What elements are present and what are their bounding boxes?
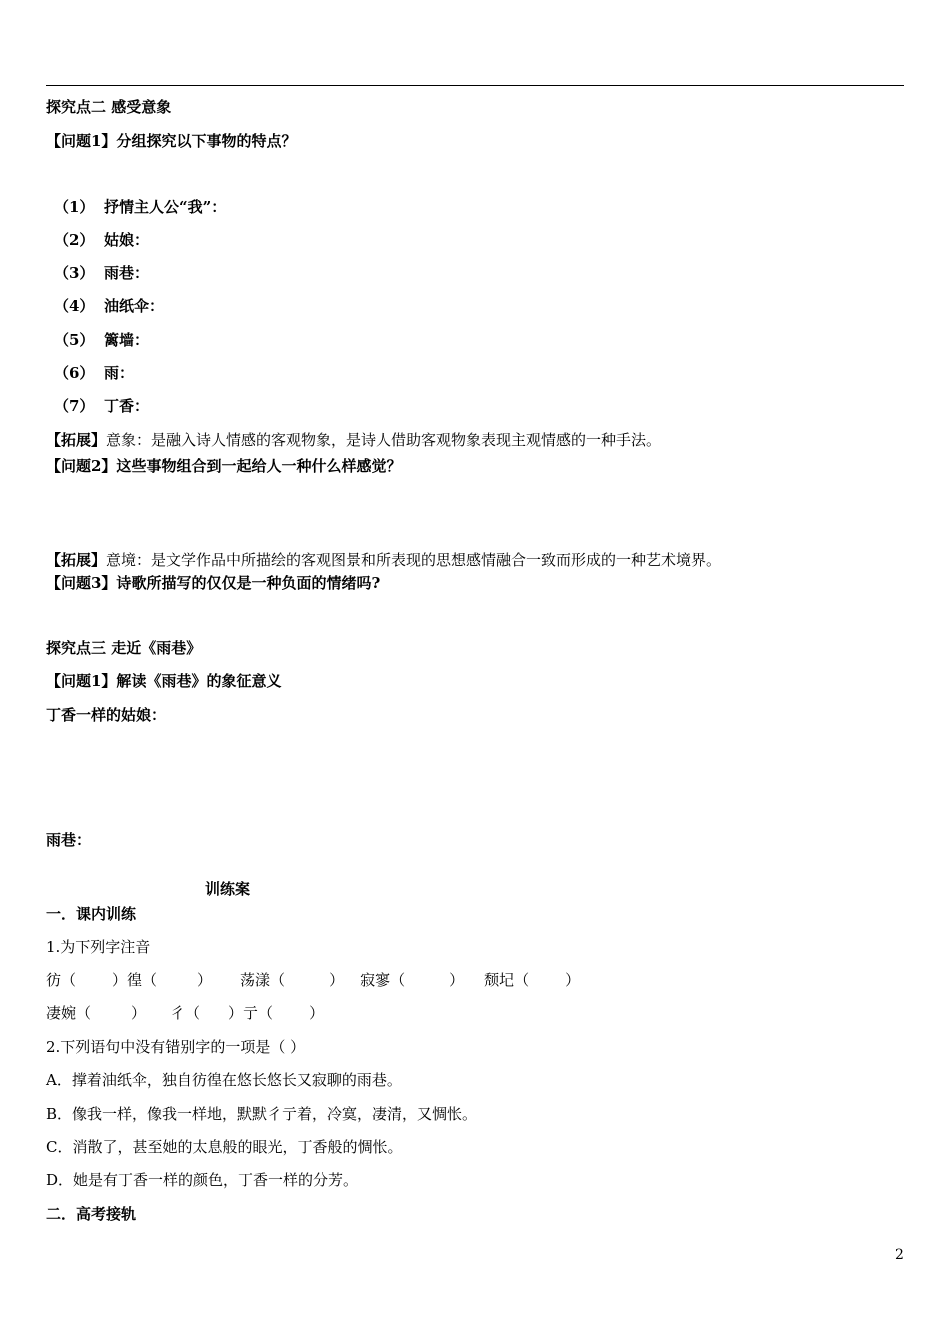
question-3: 【问题3】诗歌所描写的仅仅是一种负面的情绪吗? [46,574,381,592]
section-2-title: 探究点二 感受意象 [46,98,172,116]
list-item: （4） 油纸伞： [54,297,165,315]
option-c: C．消散了，甚至她的太息般的眼光，丁香般的惆怅。 [46,1138,403,1156]
rain-lane-label: 雨巷： [46,831,92,849]
pinyin-row-1: 彷（ ）徨（ ） 荡漾（ ） 寂寥（ ） 颓圮（ ） [46,971,581,989]
extension-1: 【拓展】意象：是融入诗人情感的客观物象，是诗人借助客观物象表现主观情感的一种手法。 [46,431,662,449]
option-a: A．撑着油纸伞，独自彷徨在悠长悠长又寂聊的雨巷。 [46,1071,402,1089]
part-1-heading: 一．课内训练 [46,905,137,923]
page-number: 2 [895,1247,904,1263]
list-item: （7） 丁香： [54,397,150,415]
pinyin-row-2: 凄婉（ ） 彳（ ）亍（ ） [46,1004,325,1022]
section-3-title: 探究点三 走近《雨巷》 [46,639,202,657]
exercise-1: 1.为下列字注音 [46,938,151,956]
list-item: （1） 抒情主人公“我”： [54,198,227,216]
exercise-2: 2.下列语句中没有错别字的一项是（ ） [46,1038,306,1056]
option-b: B．像我一样，像我一样地，默默彳亍着，冷寞，凄清，又惆怅。 [46,1105,478,1123]
list-item: （6） 雨： [54,364,135,382]
question-2: 【问题2】这些事物组合到一起给人一种什么样感觉？ [46,457,402,475]
list-item: （5） 篱墙： [54,331,150,349]
extension-2: 【拓展】意境：是文学作品中所描绘的客观图景和所表现的思想感情融合一致而形成的一种艺术境界。 [46,551,722,569]
part-2-heading: 二．高考接轨 [46,1205,137,1223]
training-title: 训练案 [205,880,251,898]
section-3-question-1: 【问题1】解读《雨巷》的象征意义 [46,672,282,690]
list-item: （2） 姑娘： [54,231,150,249]
question-1: 【问题1】分组探究以下事物的特点？ [46,132,297,150]
lilac-girl-label: 丁香一样的姑娘： [46,706,167,724]
option-d: D．她是有丁香一样的颜色，丁香一样的分芳。 [46,1171,359,1189]
list-item: （3） 雨巷： [54,264,150,282]
header-rule [46,85,904,86]
